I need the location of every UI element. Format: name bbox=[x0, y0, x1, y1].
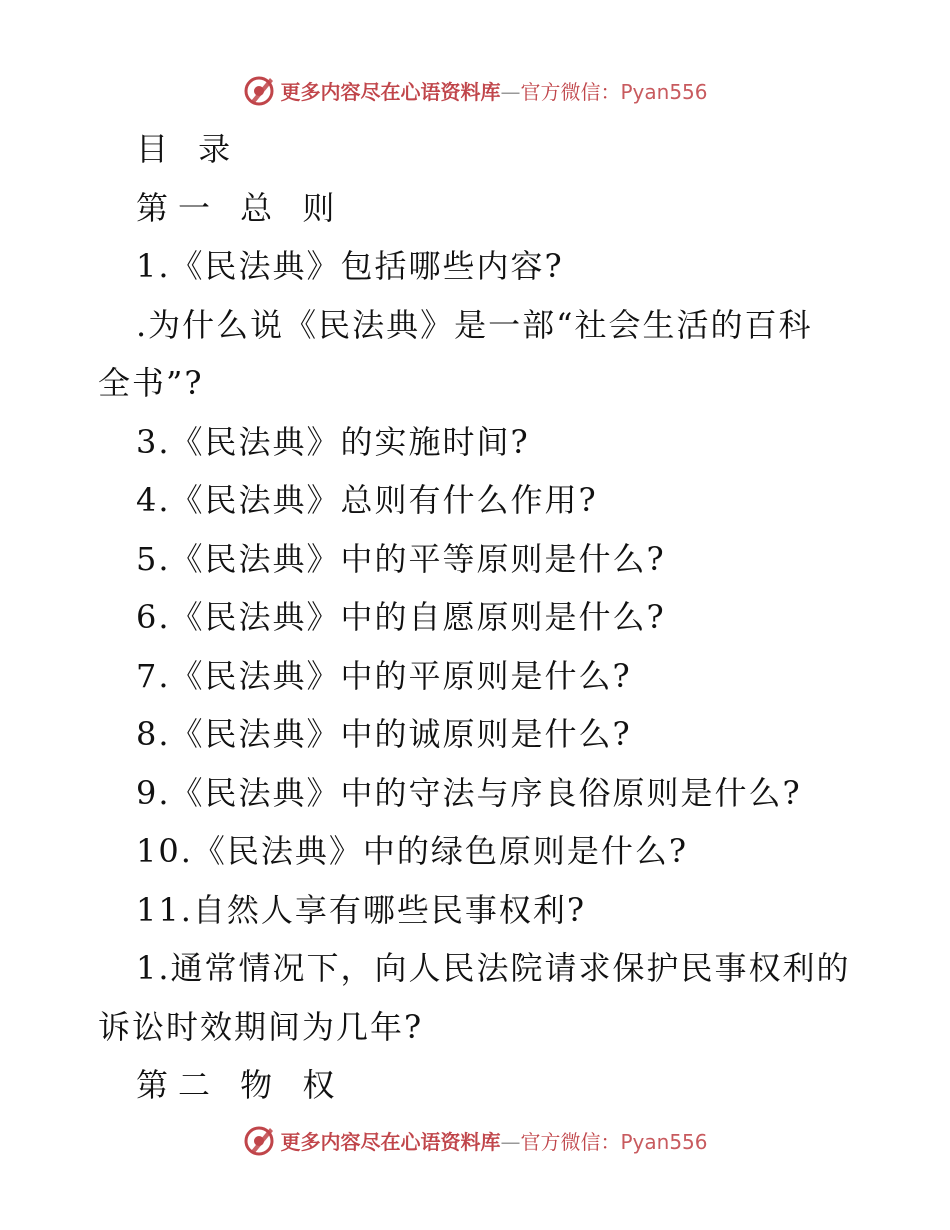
toc-line-continuation: 全书”? bbox=[98, 364, 204, 402]
toc-line: 9.《民法典》中的守法与序良俗原则是什么? bbox=[136, 773, 802, 812]
watermark-label: 官方微信： bbox=[520, 1129, 621, 1154]
footer-watermark bbox=[0, 1120, 950, 1160]
header-watermark bbox=[0, 70, 950, 110]
toc-line: 11.自然人享有哪些民事权利? bbox=[136, 890, 587, 929]
toc-content bbox=[98, 120, 858, 1115]
watermark-label: 官方微信： bbox=[520, 79, 621, 104]
toc-line: 10.《民法典》中的绿色原则是什么? bbox=[136, 832, 689, 870]
toc-line: 3.《民法典》的实施时间? bbox=[136, 422, 530, 461]
pen-logo-icon bbox=[242, 73, 276, 107]
toc-line: 1.通常情况下，向人民法院请求保护民事权利的 bbox=[136, 949, 851, 987]
watermark-brand: 更多内容尽在心语资料库 bbox=[280, 1129, 501, 1154]
watermark-brand: 更多内容尽在心语资料库 bbox=[280, 79, 501, 104]
toc-line: 5.《民法典》中的平等原则是什么? bbox=[136, 539, 666, 578]
toc-line: 1.《民法典》包括哪些内容? bbox=[136, 247, 564, 285]
toc-line: 4.《民法典》总则有什么作用? bbox=[136, 481, 598, 519]
toc-lines bbox=[98, 179, 858, 1115]
watermark-text bbox=[280, 1126, 707, 1155]
toc-line: .为什么说《民法典》是一部“社会生活的百科 bbox=[136, 305, 813, 344]
toc-line-continuation: 诉讼时效期间为几年? bbox=[98, 1007, 424, 1046]
toc-line: 6.《民法典》中的自愿原则是什么? bbox=[136, 598, 666, 636]
toc-title: 目 录 bbox=[136, 130, 241, 168]
watermark-id: Pyan556 bbox=[620, 1129, 708, 1154]
toc-section-heading: 第二 物 权 bbox=[136, 1066, 345, 1104]
watermark-separator: — bbox=[500, 1129, 521, 1154]
toc-line: 7.《民法典》中的平原则是什么? bbox=[136, 656, 632, 695]
toc-line: 8.《民法典》中的诚原则是什么? bbox=[136, 715, 632, 753]
toc-section-heading: 第一 总 则 bbox=[136, 188, 345, 227]
watermark-id: Pyan556 bbox=[620, 79, 708, 104]
pen-logo-icon bbox=[242, 1123, 276, 1157]
watermark-separator: — bbox=[500, 79, 521, 104]
watermark-text bbox=[280, 76, 707, 105]
